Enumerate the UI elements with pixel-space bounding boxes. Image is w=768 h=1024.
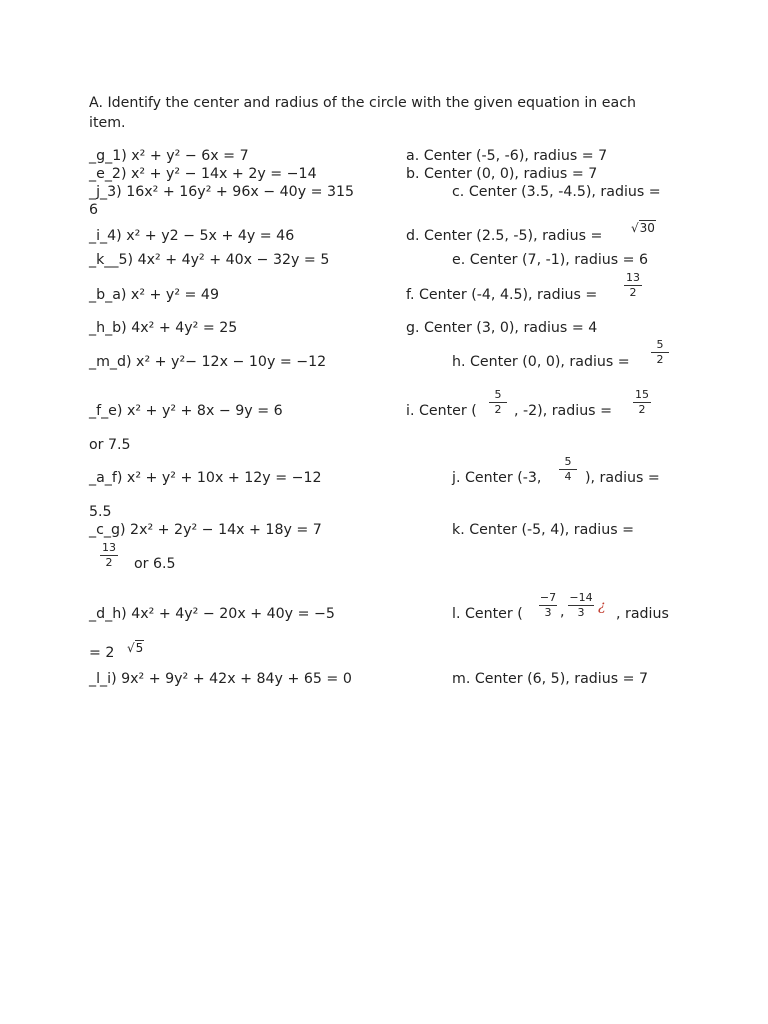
answer-m: m. Center (6, 5), radius = 7 (452, 671, 649, 687)
equation-item-g: _c_g) 2x² + 2y² − 14x + 18y = 7 (89, 522, 322, 538)
wrapped-text: or 7.5 (89, 437, 131, 453)
answer-c: c. Center (3.5, -4.5), radius = (452, 184, 661, 200)
denominator: 3 (577, 606, 585, 619)
fraction (557, 456, 579, 483)
numerator: 5 (494, 388, 502, 401)
equation-item-b: _h_b) 4x² + 4y² = 25 (89, 320, 238, 336)
equation-item-2: _e_2) x² + y² − 14x + 2y = −14 (89, 166, 317, 182)
numerator: −7 (539, 591, 557, 604)
denominator: 2 (656, 353, 664, 366)
square-root (127, 641, 144, 655)
answer-j-start: j. Center (-3, (452, 470, 542, 486)
radicand: 30 (639, 221, 655, 235)
radical-sign: √ (631, 221, 639, 235)
numerator: 15 (635, 388, 649, 401)
answer-h: h. Center (0, 0), radius = (452, 354, 630, 370)
denominator: 3 (544, 606, 552, 619)
fraction (622, 272, 644, 299)
equation-item-5: _k__5) 4x² + 4y² + 40x − 32y = 5 (89, 252, 330, 268)
equation-item-1: _g_1) x² + y² − 6x = 7 (89, 148, 249, 164)
square-root (631, 221, 656, 235)
equation-item-4: _i_4) x² + y2 − 5x + 4y = 46 (89, 228, 295, 244)
answer-j-end: ), radius = (585, 470, 660, 486)
answer-i-end: , -2), radius = (514, 403, 612, 419)
answer-b: b. Center (0, 0), radius = 7 (406, 166, 598, 182)
denominator: 4 (564, 470, 572, 483)
equation-item-d: _m_d) x² + y²− 12x − 10y = −12 (89, 354, 327, 370)
answer-l-start: l. Center ( (452, 606, 523, 622)
fraction (631, 389, 653, 416)
answer-a: a. Center (-5, -6), radius = 7 (406, 148, 608, 164)
error-glyph: ¿ (598, 598, 606, 614)
equation-item-i: _l_i) 9x² + 9y² + 42x + 84y + 65 = 0 (89, 671, 352, 687)
answer-d: d. Center (2.5, -5), radius = (406, 228, 603, 244)
wrapped-text: 5.5 (89, 504, 112, 520)
denominator: 2 (494, 403, 502, 416)
fraction (537, 592, 559, 619)
wrapped-text: = 2 (89, 645, 115, 661)
wrapped-text: or 6.5 (134, 556, 176, 572)
numerator: −14 (569, 591, 593, 604)
answer-i-start: i. Center ( (406, 403, 477, 419)
denominator: 2 (105, 556, 113, 569)
answer-k: k. Center (-5, 4), radius = (452, 522, 635, 538)
answer-e: e. Center (7, -1), radius = 6 (452, 252, 649, 268)
radical-sign: √ (127, 641, 135, 655)
equation-item-h: _d_h) 4x² + 4y² − 20x + 40y = −5 (89, 606, 335, 622)
instruction-line-2: item. (89, 115, 126, 131)
answer-g: g. Center (3, 0), radius = 4 (406, 320, 598, 336)
equation-item-3: _j_3) 16x² + 16y² + 96x − 40y = 315 (89, 184, 355, 200)
denominator: 2 (629, 286, 637, 299)
fraction (487, 389, 509, 416)
answer-f: f. Center (-4, 4.5), radius = (406, 287, 598, 303)
equation-item-e: _f_e) x² + y² + 8x − 9y = 6 (89, 403, 283, 419)
fraction (98, 542, 120, 569)
fraction (566, 592, 596, 619)
radicand: 5 (135, 641, 144, 655)
comma: , (560, 604, 565, 620)
equation-item-f: _a_f) x² + y² + 10x + 12y = −12 (89, 470, 322, 486)
denominator: 2 (638, 403, 646, 416)
fraction (649, 339, 671, 366)
equation-item-a: _b_a) x² + y² = 49 (89, 287, 219, 303)
numerator: 5 (656, 338, 664, 351)
instruction-line-1: A. Identify the center and radius of the circle with the given equation in each (89, 95, 637, 111)
numerator: 13 (102, 541, 116, 554)
numerator: 5 (564, 455, 572, 468)
wrapped-text: 6 (89, 202, 99, 218)
answer-l-end: , radius (616, 606, 669, 622)
numerator: 13 (626, 271, 640, 284)
